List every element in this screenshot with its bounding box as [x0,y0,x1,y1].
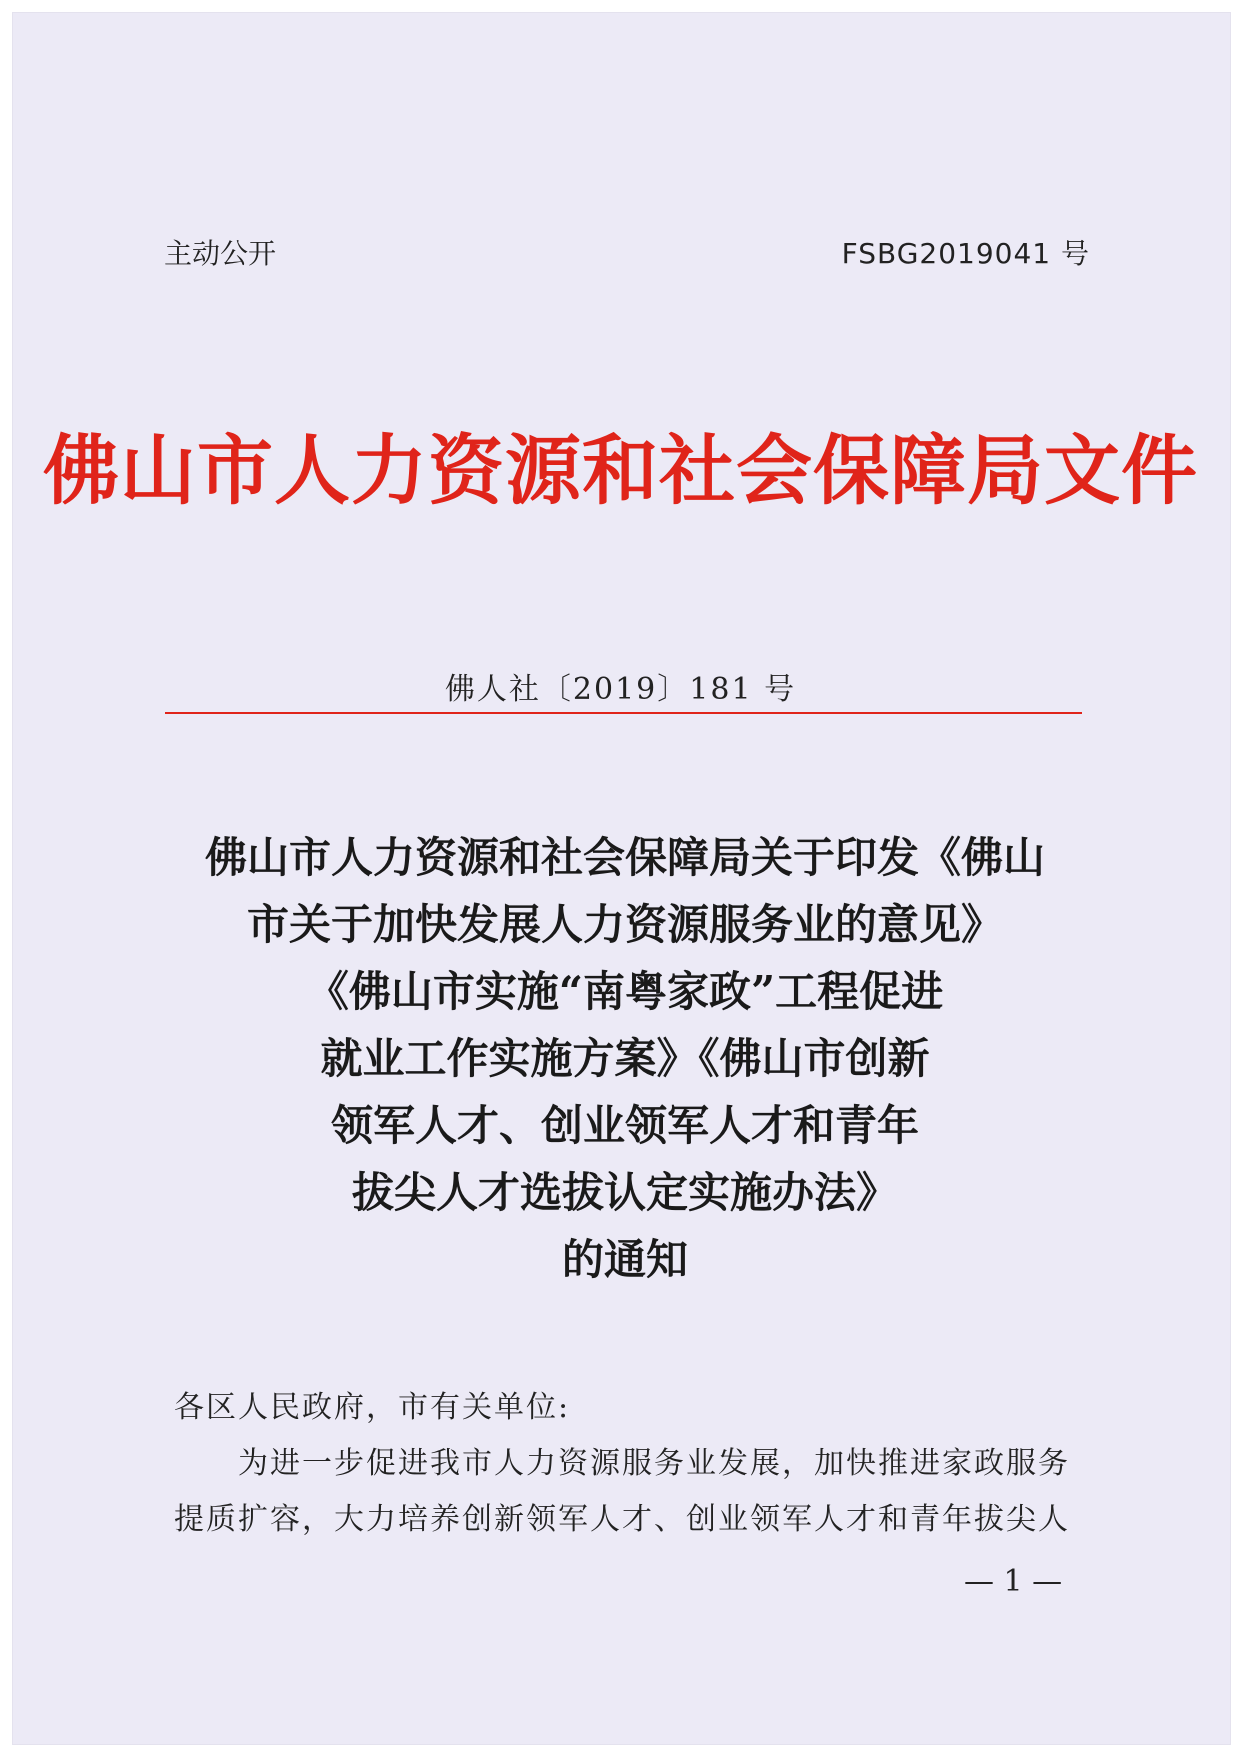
title-line: 的通知 [561,1235,688,1284]
salutation: 各区人民政府，市有关单位: [174,1390,571,1425]
masthead-title: 佛山市人力资源和社会保障局文件 [43,426,1198,515]
title-line: 《佛山市实施“南粤家政”工程促进 [306,967,944,1016]
page-number: — 1 — [964,1564,1063,1599]
title-line: 就业工作实施方案》《佛山市创新 [320,1034,930,1083]
title-line: 拔尖人才选拔认定实施办法》 [351,1168,898,1217]
header-row [164,232,1090,280]
notice-title [150,824,1100,1293]
publicity-label: 主动公开 [164,237,277,270]
body-paragraph-line: 为进一步促进我市人力资源服务业发展，加快推进家政服务 [238,1446,1070,1481]
document-code: FSBG2019041 号 [841,237,1090,270]
document-number: 佛人社〔2019〕181 号 [444,672,797,707]
title-line: 佛山市人力资源和社会保障局关于印发《佛山 [204,833,1045,882]
red-divider-line [165,712,1082,714]
body-paragraph-line: 提质扩容，大力培养创新领军人才、创业领军人才和青年拔尖人 [174,1502,1070,1537]
title-line: 市关于加快发展人力资源服务业的意见》 [246,900,1003,949]
title-line: 领军人才、创业领军人才和青年 [330,1101,919,1150]
